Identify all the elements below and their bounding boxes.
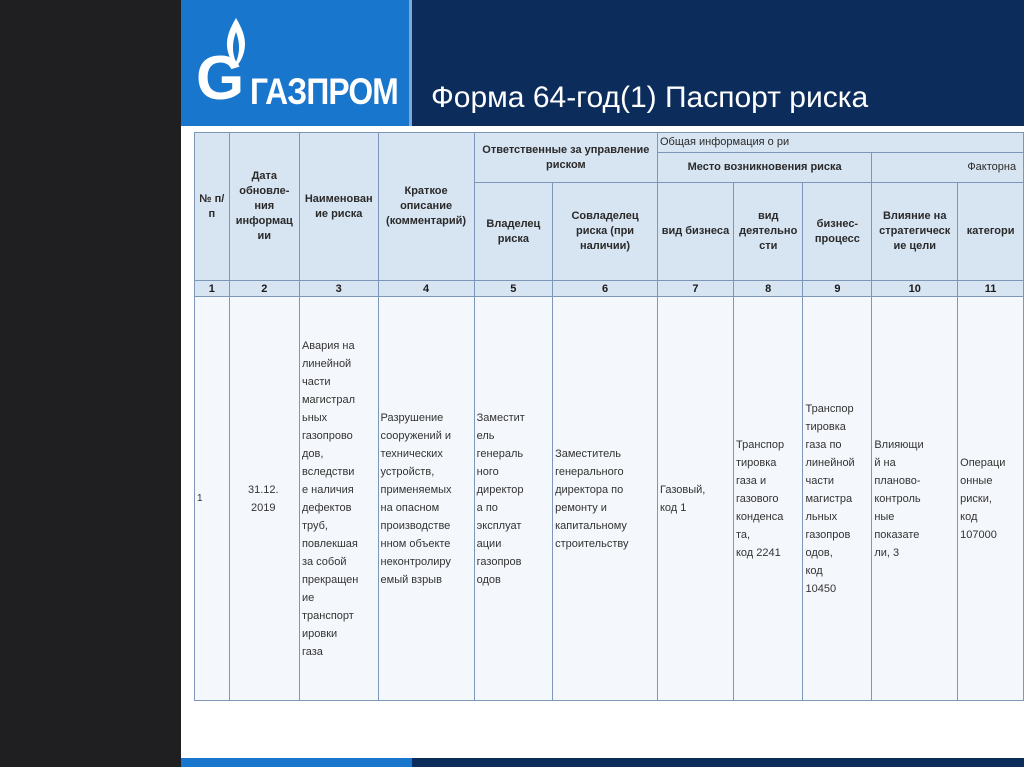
- page-title: Форма 64-год(1) Паспорт риска: [431, 81, 869, 114]
- cell-risk-name: Авария на линейной части магистрал ьных газопрово дов, вследстви е наличия дефектов труб, повлекшая за собой прекращен ие транспорт ировки газа: [299, 297, 378, 701]
- cell-owner: Заместит ель генераль ного директор а по эксплуат ации газопров одов: [474, 297, 552, 701]
- column-number: 1: [195, 281, 230, 297]
- column-number: 8: [733, 281, 802, 297]
- cell-activity-type: Транспор тировка газа и газового конденса та, код 2241: [733, 297, 802, 701]
- header-date: Дата обновле-ния информац ии: [229, 133, 299, 281]
- header-responsible-group: Ответственные за управление риском: [474, 133, 657, 183]
- column-number: 10: [872, 281, 958, 297]
- header-general-info-group: Общая информация о ри: [658, 133, 1024, 153]
- content-area: [181, 126, 1024, 760]
- column-number: 2: [229, 281, 299, 297]
- column-number: 3: [299, 281, 378, 297]
- column-number: 11: [958, 281, 1024, 297]
- cell-description: Разрушение сооружений и технических устройств, применяемых на опасном производстве нном объекте неконтролиру емый взрыв: [378, 297, 474, 701]
- column-number: 9: [803, 281, 872, 297]
- header-num: № п/п: [195, 133, 230, 281]
- header-owner: Владелец риска: [474, 183, 552, 281]
- header-name: Наименован ие риска: [299, 133, 378, 281]
- risk-passport-table: [194, 132, 1024, 701]
- column-number: 4: [378, 281, 474, 297]
- cell-num: 1: [195, 297, 230, 701]
- cell-business-process: Транспор тировка газа по линейной части магистра льных газопров одов, код 10450: [803, 297, 872, 701]
- header-activity-type: вид деятельно сти: [733, 183, 802, 281]
- cell-category: Операци онные риски, код 107000: [958, 297, 1024, 701]
- bottom-band-navy: [412, 758, 1024, 767]
- header-business-process: бизнес-процесс: [803, 183, 872, 281]
- logo-wordmark: ГАЗПРОМ: [250, 71, 398, 112]
- column-number: 7: [658, 281, 734, 297]
- panel-divider: [409, 0, 412, 126]
- header-location-group: Место возникновения риска: [658, 153, 872, 183]
- left-dark-band: [0, 0, 181, 767]
- cell-strategic-impact: Влияющи й на планово- контроль ные показате ли, 3: [872, 297, 958, 701]
- header-coowner: Совладелец риска (при наличии): [553, 183, 658, 281]
- header-factor-group: Факторна: [872, 153, 1024, 183]
- column-number: 5: [474, 281, 552, 297]
- logo-letter: G: [196, 44, 245, 113]
- header-description: Краткое описание (комментарий): [378, 133, 474, 281]
- column-number: 6: [553, 281, 658, 297]
- header-category: категори: [958, 183, 1024, 281]
- cell-coowner: Заместитель генерального директора по ремонту и капитальному строительству: [553, 297, 658, 701]
- header-business-type: вид бизнеса: [658, 183, 734, 281]
- cell-date: 31.12. 2019: [229, 297, 299, 701]
- header-strategic-impact: Влияние на стратегическ ие цели: [872, 183, 958, 281]
- cell-business-type: Газовый, код 1: [658, 297, 734, 701]
